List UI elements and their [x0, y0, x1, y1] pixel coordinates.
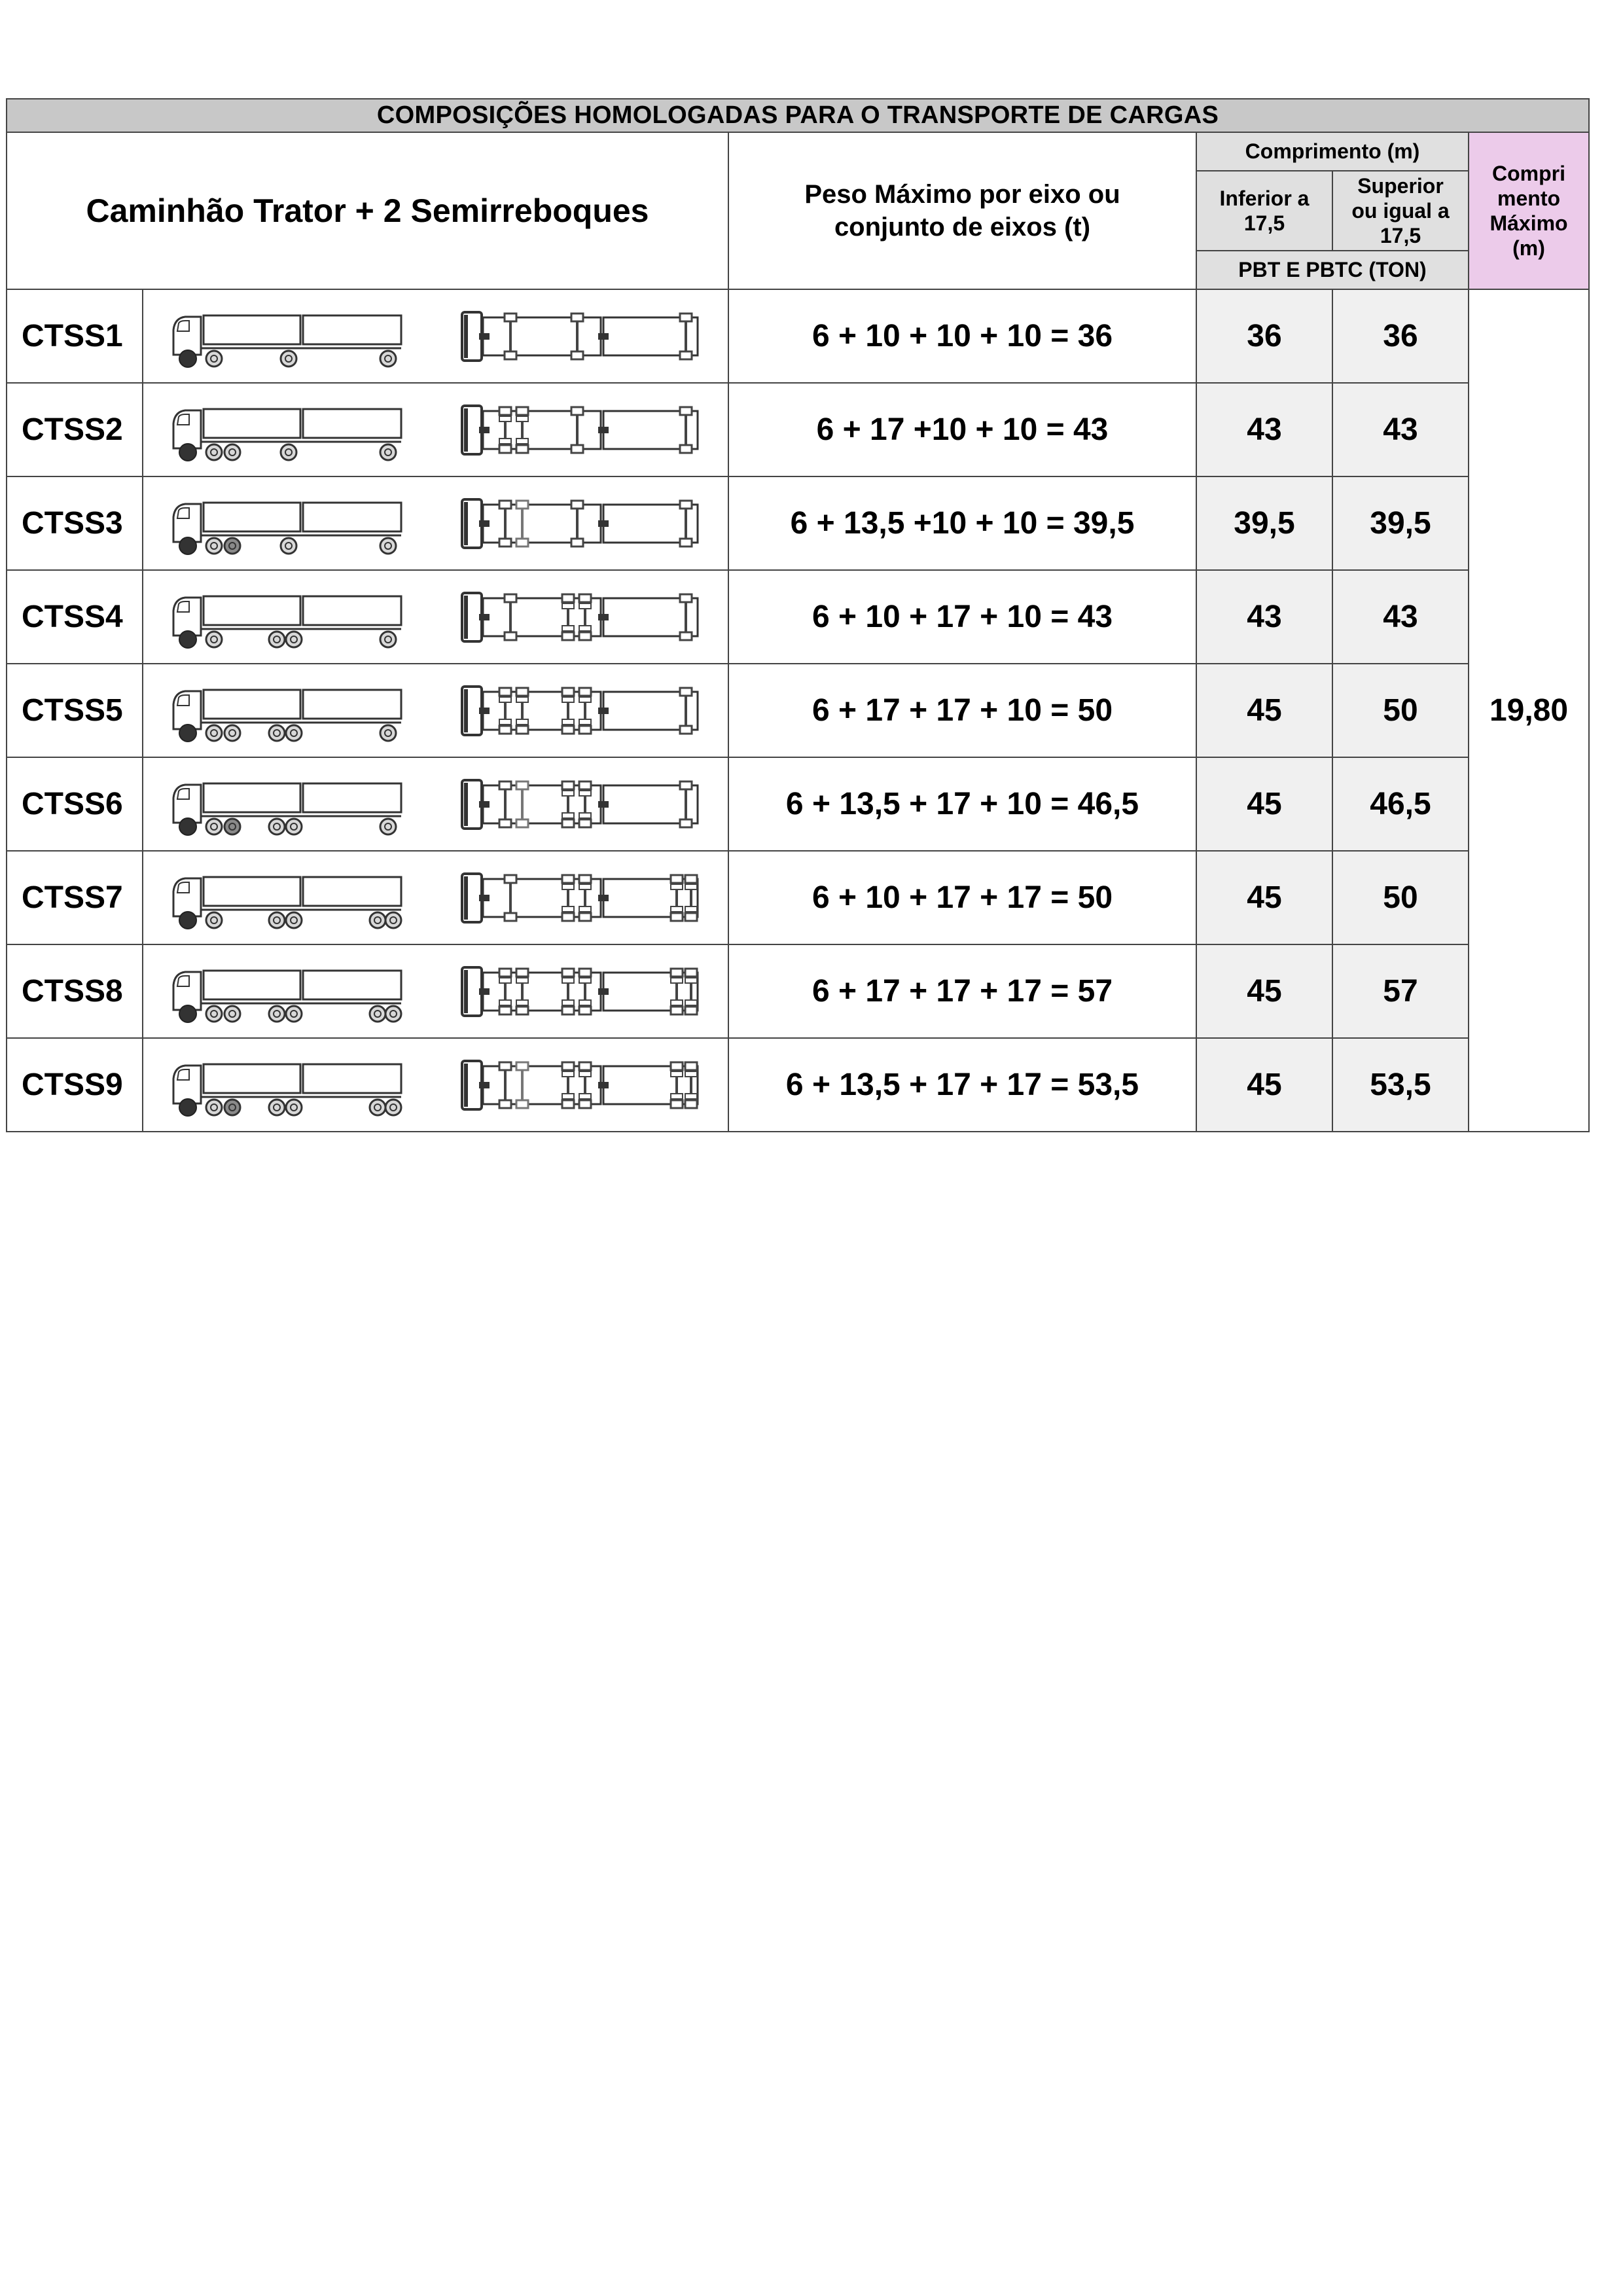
table-row	[7, 1038, 1589, 1132]
top-view-icon	[459, 494, 702, 553]
vehicle-diagram	[143, 570, 728, 664]
row-inferior: 45	[1196, 757, 1332, 851]
row-id: CTSS6	[7, 757, 143, 851]
comprimento-max-value: 19,80	[1469, 289, 1589, 1132]
top-view-icon	[459, 775, 702, 834]
row-superior: 36	[1332, 289, 1469, 383]
row-formula: 6 + 13,5 + 17 + 17 = 53,5	[728, 1038, 1196, 1132]
pbt-header: PBT E PBTC (TON)	[1196, 251, 1469, 289]
peso-header-text: Peso Máximo por eixo ou conjunto de eixos (t)	[804, 180, 1120, 242]
row-superior: 46,5	[1332, 757, 1469, 851]
peso-header	[728, 132, 1196, 289]
table-row	[7, 570, 1589, 664]
table-row	[7, 664, 1589, 757]
row-id: CTSS4	[7, 570, 143, 664]
superior-header	[1332, 171, 1469, 251]
row-superior: 50	[1332, 851, 1469, 944]
row-id: CTSS5	[7, 664, 143, 757]
vehicle-diagram	[143, 1038, 728, 1132]
table-title: COMPOSIÇÕES HOMOLOGADAS PARA O TRANSPORTE DE CARGAS	[7, 99, 1589, 132]
table-row	[7, 851, 1589, 944]
vehicle-header: Caminhão Trator + 2 Semirreboques	[7, 132, 728, 289]
vehicle-diagram	[143, 944, 728, 1038]
vehicle-diagram	[143, 757, 728, 851]
comprimento-max-header	[1469, 132, 1589, 289]
side-view-icon	[167, 397, 409, 463]
comprimento-header: Comprimento (m)	[1196, 132, 1469, 171]
row-superior: 53,5	[1332, 1038, 1469, 1132]
vehicle-diagram	[143, 289, 728, 383]
row-superior: 39,5	[1332, 476, 1469, 570]
vehicle-diagram	[143, 664, 728, 757]
table-row	[7, 289, 1589, 383]
row-id: CTSS1	[7, 289, 143, 383]
row-formula: 6 + 13,5 + 17 + 10 = 46,5	[728, 757, 1196, 851]
row-superior: 43	[1332, 570, 1469, 664]
top-view-icon	[459, 869, 702, 927]
row-inferior: 45	[1196, 851, 1332, 944]
superior-header-text: Superior ou igual a 17,5	[1351, 174, 1450, 247]
row-id: CTSS9	[7, 1038, 143, 1132]
row-inferior: 45	[1196, 664, 1332, 757]
row-formula: 6 + 13,5 +10 + 10 = 39,5	[728, 476, 1196, 570]
side-view-icon	[167, 959, 409, 1024]
row-formula: 6 + 17 +10 + 10 = 43	[728, 383, 1196, 476]
top-view-icon	[459, 1056, 702, 1115]
top-view-icon	[459, 588, 702, 647]
row-inferior: 45	[1196, 1038, 1332, 1132]
row-inferior: 39,5	[1196, 476, 1332, 570]
row-formula: 6 + 10 + 17 + 17 = 50	[728, 851, 1196, 944]
top-view-icon	[459, 307, 702, 366]
row-superior: 50	[1332, 664, 1469, 757]
table-row	[7, 944, 1589, 1038]
row-id: CTSS7	[7, 851, 143, 944]
vehicle-diagram	[143, 383, 728, 476]
side-view-icon	[167, 304, 409, 369]
row-id: CTSS3	[7, 476, 143, 570]
inferior-header-text: Inferior a 17,5	[1219, 187, 1310, 235]
side-view-icon	[167, 584, 409, 650]
row-inferior: 45	[1196, 944, 1332, 1038]
table-row	[7, 476, 1589, 570]
inferior-header	[1196, 171, 1332, 251]
row-formula: 6 + 17 + 17 + 17 = 57	[728, 944, 1196, 1038]
vehicle-diagram	[143, 851, 728, 944]
row-inferior: 43	[1196, 570, 1332, 664]
side-view-icon	[167, 678, 409, 744]
row-formula: 6 + 10 + 17 + 10 = 43	[728, 570, 1196, 664]
side-view-icon	[167, 772, 409, 837]
side-view-icon	[167, 1052, 409, 1118]
table-row	[7, 757, 1589, 851]
row-id: CTSS2	[7, 383, 143, 476]
side-view-icon	[167, 865, 409, 931]
comprimento-max-header-text: Compri mento Máximo (m)	[1489, 162, 1568, 260]
row-id: CTSS8	[7, 944, 143, 1038]
row-formula: 6 + 10 + 10 + 10 = 36	[728, 289, 1196, 383]
top-view-icon	[459, 681, 702, 740]
top-view-icon	[459, 401, 702, 459]
vehicle-diagram	[143, 476, 728, 570]
row-formula: 6 + 17 + 17 + 10 = 50	[728, 664, 1196, 757]
side-view-icon	[167, 491, 409, 556]
row-inferior: 43	[1196, 383, 1332, 476]
table-row	[7, 383, 1589, 476]
row-inferior: 36	[1196, 289, 1332, 383]
row-superior: 57	[1332, 944, 1469, 1038]
compositions-table	[6, 98, 1590, 1132]
row-superior: 43	[1332, 383, 1469, 476]
top-view-icon	[459, 962, 702, 1021]
